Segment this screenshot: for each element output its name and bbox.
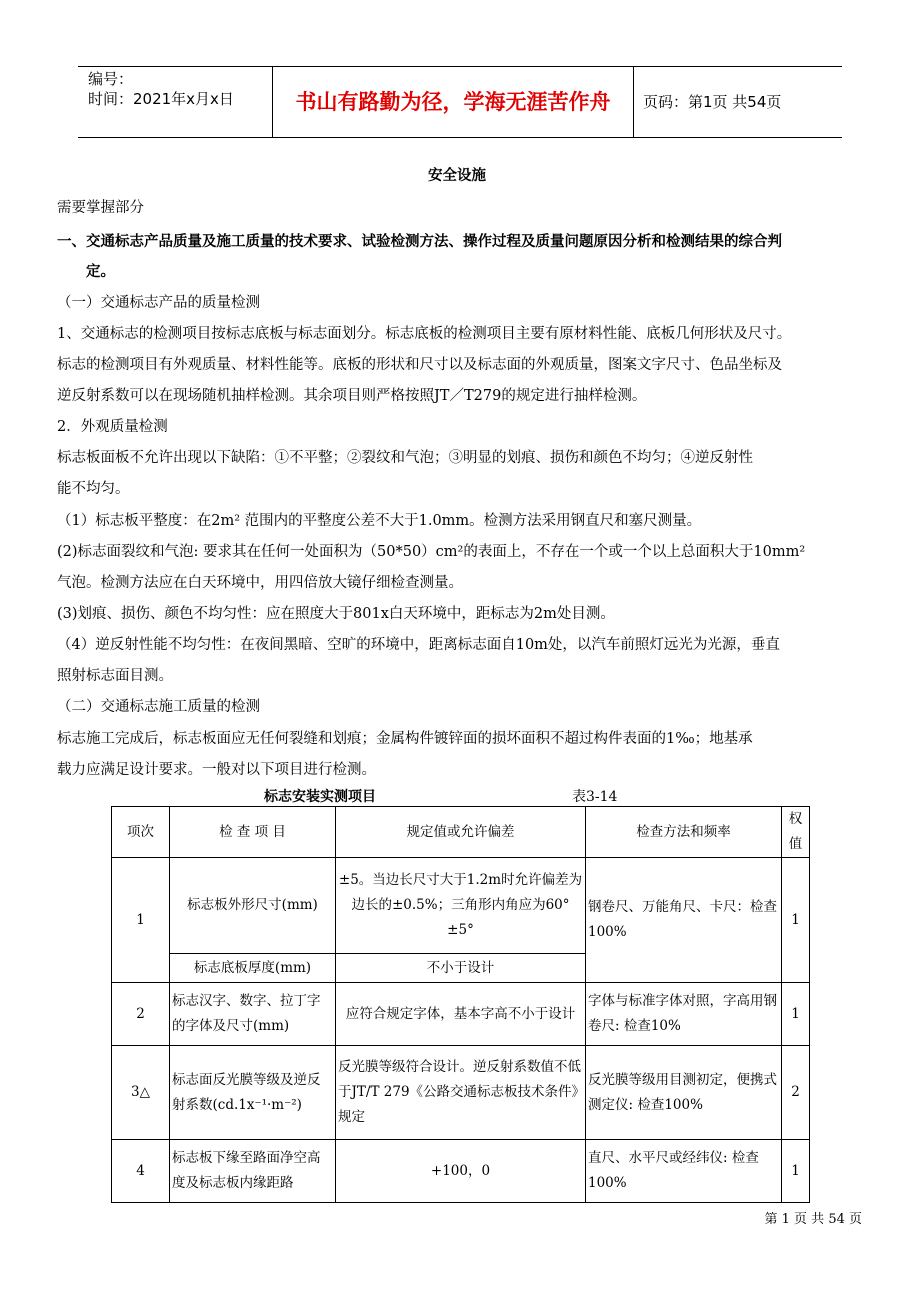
section-heading: 定。 xyxy=(86,263,115,280)
paragraph-line: 1、交通标志的检测项目按标志底板与标志面划分。标志底板的检测项目主要有原材料性能、底板几何形状及尺寸。 xyxy=(57,326,792,342)
inspection-table xyxy=(111,806,810,1203)
table-title: 标志安装实测项目 xyxy=(264,789,376,805)
row-number: 2 xyxy=(112,983,170,1046)
paragraph-line: 逆反射系数可以在现场随机抽样检测。其余项目则严格按照JT／T279的规定进行抽样检测。 xyxy=(57,388,647,404)
table-number: 表3-14 xyxy=(572,789,618,805)
column-header: 规定值或允许偏差 xyxy=(336,807,586,858)
paragraph-line: 载力应满足设计要求。一般对以下项目进行检测。 xyxy=(57,762,376,778)
column-header: 检查方法和频率 xyxy=(586,807,782,858)
column-header: 检 查 项 目 xyxy=(170,807,336,858)
doc-time-label: 时间：2021年x月x日 xyxy=(88,90,234,108)
row-number: 3△ xyxy=(112,1046,170,1140)
row-number: 4 xyxy=(112,1140,170,1203)
column-header: 权值 xyxy=(782,807,810,858)
paragraph-line: 能不均匀。 xyxy=(57,481,130,497)
header-meta xyxy=(88,69,234,109)
subsection-heading: 2．外观质量检测 xyxy=(57,419,168,435)
weight: 1 xyxy=(782,858,810,983)
check-method: 钢卷尺、万能角尺、卡尺：检查100% xyxy=(586,858,782,983)
weight: 1 xyxy=(782,983,810,1046)
tolerance: 应符合规定字体，基本字高不小于设计 xyxy=(336,983,586,1046)
header-page-number: 页码：第1页 共54页 xyxy=(643,93,782,111)
check-method: 反光膜等级用目测初定，便携式测定仪: 检查100% xyxy=(586,1046,782,1140)
check-method: 字体与标准字体对照，字高用钢卷尺: 检查10% xyxy=(586,983,782,1046)
tolerance: 不小于设计 xyxy=(336,954,586,983)
tolerance: +100，0 xyxy=(336,1140,586,1203)
paragraph-line: （4）逆反射性能不均匀性：在夜间黑暗、空旷的环境中，距离标志面自10m处，以汽车前照灯远光为光源，垂直 xyxy=(57,637,780,653)
tolerance: ±5。当边长尺寸大于1.2m时允许偏差为边长的±0.5%；三角形内角应为60° ±5° xyxy=(336,858,586,954)
header-divider xyxy=(633,67,634,137)
check-item: 标志底板厚度(mm) xyxy=(170,954,336,983)
table-row xyxy=(112,983,810,1046)
section-heading: 一、交通标志产品质量及施工质量的技术要求、试验检测方法、操作过程及质量问题原因分析和检测结果的综合判 xyxy=(57,233,782,250)
page-header xyxy=(78,66,842,138)
tolerance: 反光膜等级符合设计。逆反射系数值不低于JT/T 279《公路交通标志板技术条件》规定 xyxy=(336,1046,586,1140)
paragraph-line: (3)划痕、损伤、颜色不均匀性：应在照度大于801x白天环境中，距标志为2m处目测。 xyxy=(57,606,615,622)
check-item: 标志板外形尺寸(mm) xyxy=(170,858,336,954)
weight: 1 xyxy=(782,1140,810,1203)
table-header-row xyxy=(112,807,810,858)
page-footer: 第 1 页 共 54 页 xyxy=(764,1212,862,1227)
table-row xyxy=(112,1046,810,1140)
weight: 2 xyxy=(782,1046,810,1140)
paragraph-line: 标志板面板不允许出现以下缺陷：①不平整；②裂纹和气泡；③明显的划痕、损伤和颜色不均匀；④逆反射性 xyxy=(57,450,753,466)
doc-title: 安全设施 xyxy=(428,167,486,184)
subsection-heading: （一）交通标志产品的质量检测 xyxy=(57,295,260,311)
check-item: 标志面反光膜等级及逆反射系数(cd.1x⁻¹·m⁻²) xyxy=(170,1046,336,1140)
header-motto: 书山有路勤为径，学海无涯苦作舟 xyxy=(295,90,611,114)
paragraph-line: 标志施工完成后，标志板面应无任何裂缝和划痕；金属构件镀锌面的损坏面积不超过构件表面的1‰；地基承 xyxy=(57,731,753,747)
paragraph-line: 标志的检测项目有外观质量、材料性能等。底板的形状和尺寸以及标志面的外观质量，图案文字尺寸、色品坐标及 xyxy=(57,357,782,373)
table-row xyxy=(112,858,810,954)
paragraph-line: 照射标志面目测。 xyxy=(57,668,173,684)
column-header: 项次 xyxy=(112,807,170,858)
paragraph-line: （1）标志板平整度：在2m² 范围内的平整度公差不大于1.0mm。检测方法采用钢直尺和塞尺测量。 xyxy=(57,513,702,529)
row-number: 1 xyxy=(112,858,170,983)
paragraph-line: 需要掌握部分 xyxy=(57,200,144,216)
check-item: 标志板下缘至路面净空高度及标志板内缘距路 xyxy=(170,1140,336,1203)
paragraph-line: (2)标志面裂纹和气泡: 要求其在任何一处面积为（50*50）cm²的表面上，不存在一个或一个以上总面积大于10mm² xyxy=(57,544,806,560)
table-row xyxy=(112,1140,810,1203)
check-item: 标志汉字、数字、拉丁字的字体及尺寸(mm) xyxy=(170,983,336,1046)
check-method: 直尺、水平尺或经纬仪: 检查100% xyxy=(586,1140,782,1203)
subsection-heading: （二）交通标志施工质量的检测 xyxy=(57,699,260,715)
doc-code-label: 编号： xyxy=(88,70,134,88)
paragraph-line: 气泡。检测方法应在白天环境中，用四倍放大镜仔细检查测量。 xyxy=(57,575,463,591)
